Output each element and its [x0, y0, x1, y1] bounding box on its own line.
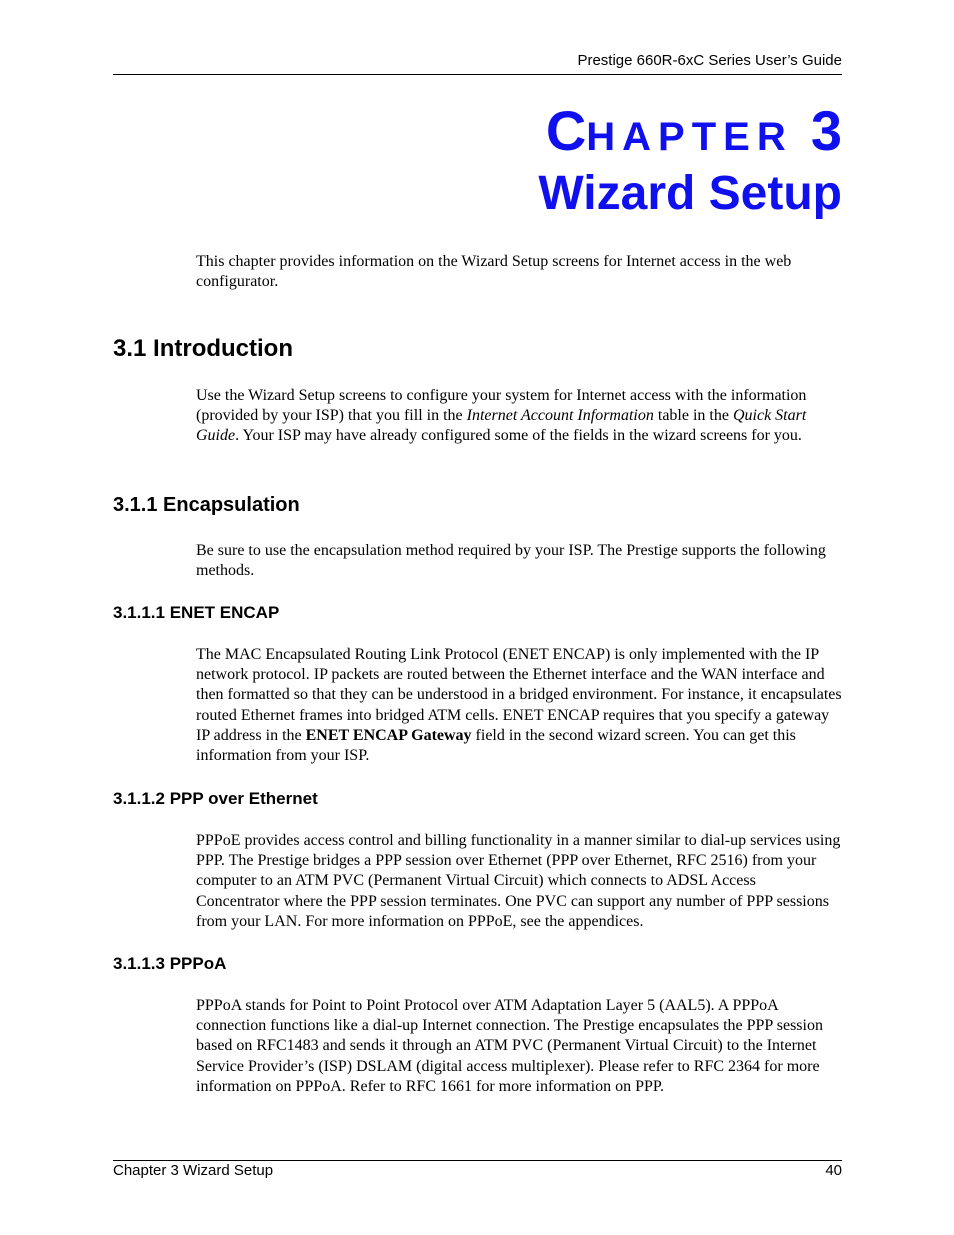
section-heading-enet-encap: 3.1.1.1 ENET ENCAP	[113, 603, 280, 622]
chapter-number: 3	[810, 99, 842, 162]
enet-encap-gateway-field-ref: ENET ENCAP Gateway	[305, 726, 472, 744]
introduction-text-2: table in the	[653, 407, 733, 425]
internet-account-information-ref: Internet Account Information	[466, 407, 654, 425]
pppoe-paragraph: PPPoE provides access control and billing functionality in a manner similar to dial-up services using PPP. The Prestige bridges a PPP session over Ethernet (PPP over Ethernet, RFC 2516) from your computer to an ATM PVC (Permanent Virtual Circuit) which connects to ADSL Access Concentrator where the PPP session terminates. One PVC can support any number of PPP sessions from your LAN. For more information on PPPoE, see the appendices.	[196, 832, 841, 930]
section-heading-encapsulation: 3.1.1 Encapsulation	[113, 494, 300, 516]
header-rule	[113, 74, 842, 75]
chapter-label-initial: C	[545, 99, 587, 162]
footer-chapter-label: Chapter 3 Wizard Setup	[113, 1162, 274, 1179]
chapter-title: Wizard Setup	[538, 167, 842, 220]
introduction-text-1: Use the Wizard Setup screens to configure your system for Internet access with the information (provided by your ISP) that you fill in the	[196, 387, 807, 425]
chapter-intro-paragraph: This chapter provides information on the Wizard Setup screens for Internet access in the web configurator.	[196, 253, 792, 291]
enet-encap-text-1: The MAC Encapsulated Routing Link Protocol (ENET ENCAP) is only implemented with the IP network protocol. IP packets are routed between the Ethernet interface and the WAN interface and then formatted so that they can be understood in a bridged environment. For instance, it encapsulates routed Ethernet frames into bridged ATM cells. ENET ENCAP requires that you specify a gateway IP address in the	[196, 646, 842, 744]
enet-encap-paragraph	[196, 645, 842, 766]
introduction-paragraph	[196, 386, 842, 447]
quick-start-guide-ref: Quick Start Guide	[196, 407, 807, 445]
footer-page-number: 40	[825, 1162, 842, 1179]
section-heading-introduction: 3.1 Introduction	[113, 335, 293, 362]
section-heading-pppoa: 3.1.1.3 PPPoA	[113, 954, 227, 973]
section-heading-ppp-over-ethernet: 3.1.1.2 PPP over Ethernet	[113, 789, 318, 808]
running-header: Prestige 660R-6xC Series User’s Guide	[577, 52, 842, 69]
introduction-text-3: . Your ISP may have already configured some of the fields in the wizard screens for you.	[235, 427, 802, 445]
enet-encap-text-2: field in the second wizard screen. You can get this information from your ISP.	[196, 726, 796, 765]
footer-rule	[113, 1160, 842, 1161]
chapter-label-rest: HAPTER	[586, 115, 793, 159]
pppoa-paragraph: PPPoA stands for Point to Point Protocol over ATM Adaptation Layer 5 (AAL5). A PPPoA connection functions like a dial-up Internet connection. The Prestige encapsulates the PPP session based on RFC1483 and sends it through an ATM PVC (Permanent Virtual Circuit) to the Internet Service Provider’s (ISP) DSLAM (digital access multiplexer). Please refer to RFC 2364 for more information on PPPoA. Refer to RFC 1661 for more information on PPP.	[196, 997, 823, 1095]
encapsulation-paragraph: Be sure to use the encapsulation method required by your ISP. The Prestige supports the following methods.	[196, 542, 826, 580]
